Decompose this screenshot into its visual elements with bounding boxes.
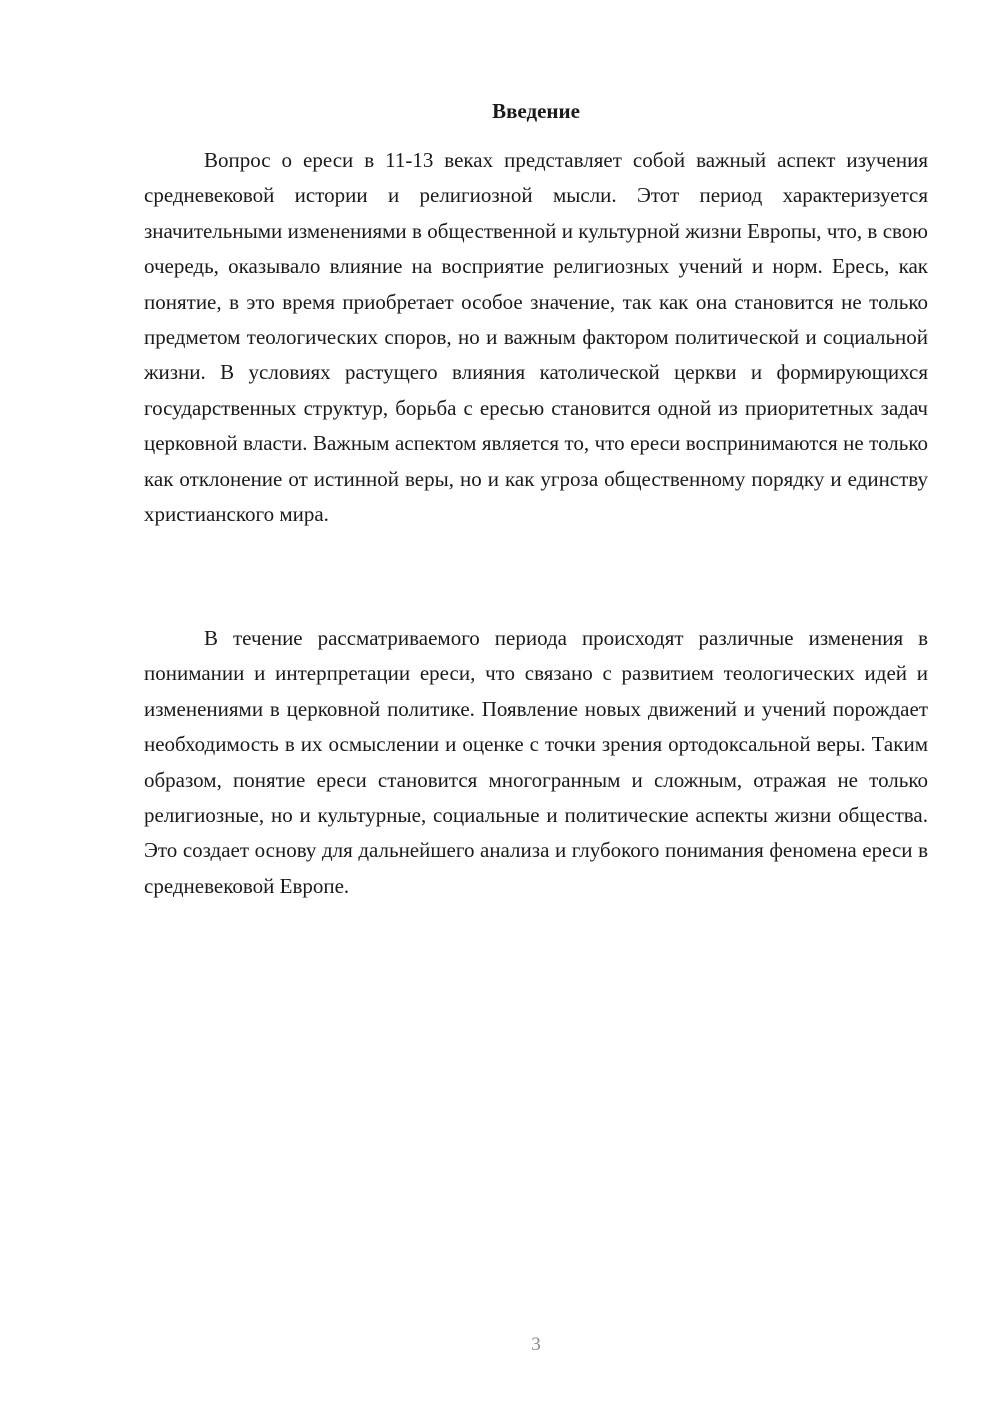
section-title: Введение (492, 99, 580, 123)
paragraph-1: Вопрос о ереси в 11-13 веках представляет собой важный аспект изучения средневековой истории и религиозной мысли. Этот период характеризуется значительными изменениями в общественной и культурной жизни Европы, что, в свою очередь, оказывало влияние на восприятие религиозных учений и норм. Ересь, как понятие, в это время приобретает особое значение, так как она становится не только предметом теологических споров, но и важным фактором политической и социальной жизни. В условиях растущего влияния католической церкви и формирующихся государственных структур, борьба с ересью становится одной из приоритетных задач церковной власти. Важным аспектом является то, что ереси воспринимаются не только как отклонение от истинной веры, но и как угроза общественному порядку и единству христианского мира. (144, 148, 928, 527)
page-number: 3 (531, 1334, 541, 1355)
paragraph-2: В течение рассматриваемого периода происходят различные изменения в понимании и интерпретации ереси, что связано с развитием теологических идей и изменениями в церковной политике. Появление новых движений и учений порождает необходимость в их осмыслении и оценке с точки зрения ортодоксальной веры. Таким образом, понятие ереси становится многогранным и сложным, отражая не только религиозные, но и культурные, социальные и политические аспекты жизни общества. Это создает основу для дальнейшего анализа и глубокого понимания феномена ереси в средневековой Европе. (144, 626, 928, 898)
